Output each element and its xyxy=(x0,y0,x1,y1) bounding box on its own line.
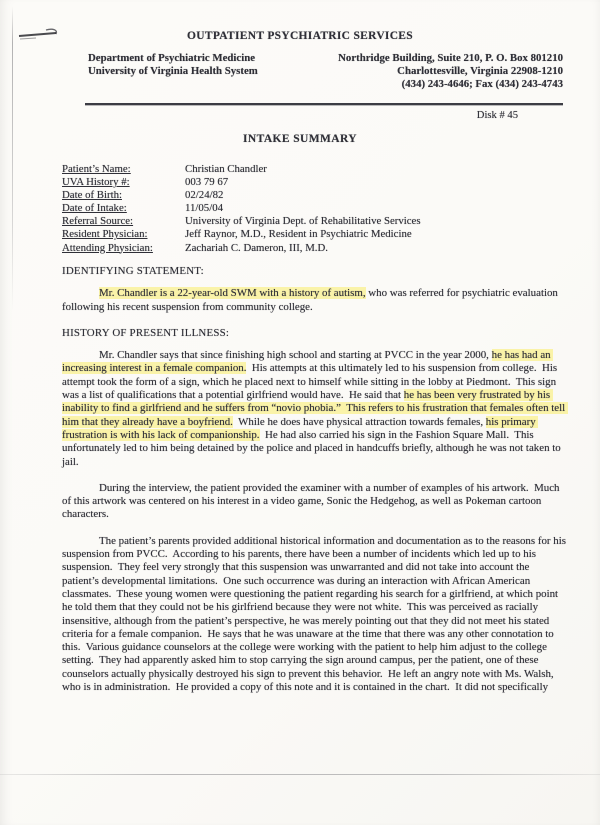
text-run: While he does have physical attraction towards females, xyxy=(232,415,486,428)
highlighted-text: his primary frustration is with his lack of companionship. xyxy=(62,415,539,441)
info-row-attending-physician xyxy=(62,242,568,255)
letterhead xyxy=(88,52,563,91)
info-value: Zachariah C. Dameron, III, M.D. xyxy=(185,241,329,254)
info-label: Referral Source: xyxy=(62,215,134,228)
highlighted-text: he has been very frustrated by his inability to find a girlfriend and he suffers from “novio phobia.” This refers to his frustration that females often tell him that they already have a boyfriend. xyxy=(62,389,568,428)
section-heading: HISTORY OF PRESENT ILLNESS: xyxy=(62,326,230,339)
info-value: 11/05/04 xyxy=(185,202,223,215)
scan-edge-line xyxy=(12,6,13,311)
info-value: Jeff Raynor, M.D., Resident in Psychiatric Medicine xyxy=(185,228,412,241)
highlighted-text: he has had an increasing interest in a female companion. xyxy=(62,349,554,375)
scan-fold-line xyxy=(0,774,600,775)
section-identifying-statement xyxy=(62,265,568,314)
address-line: Northridge Building, Suite 210, P. O. Box 801210 xyxy=(338,52,563,64)
info-value: 02/24/82 xyxy=(185,189,224,202)
info-label: Resident Physician: xyxy=(62,228,148,241)
paragraph xyxy=(62,535,568,695)
address-line: (434) 243-4646; Fax (434) 243-4743 xyxy=(401,78,563,90)
section-heading: IDENTIFYING STATEMENT: xyxy=(62,265,204,277)
header-divider-rule xyxy=(85,103,563,105)
address-line: Charlottesville, Virginia 22908-1210 xyxy=(397,65,563,77)
info-row-uva-history xyxy=(62,176,568,189)
info-row-date-of-birth xyxy=(62,189,568,202)
info-value: Christian Chandler xyxy=(185,163,267,175)
text-run: Mr. Chandler says that since finishing high school and starting at PVCC in the year 2000, xyxy=(99,349,492,362)
info-row-patient-name xyxy=(62,163,568,176)
paragraph xyxy=(62,349,568,469)
document-title: INTAKE SUMMARY xyxy=(243,133,357,145)
info-label: Date of Intake: xyxy=(62,202,127,215)
document-body xyxy=(62,265,568,707)
text-run: The patient’s parents provided additional historical information and documentation as to the reasons for his suspension from PVCC. According to his parents, there have been a number of incidents which led up to his suspension. They feel very strongly that this suspension was unwarranted and did not take into account the patient’s developmental limitations. One such occurrence was during an interaction with African American classmates. These young women were questioning the patient regarding his search for a girlfriend, at which point he told them that they could not be his girlfriend because they were not white. This was perceived as racially insensitive, although from the patient’s perspective, he was merely pointing out that they did not meet his stated criteria for a female companion. He says that he was unaware at the time that there was any other connotation to this. Various guidance counselors at the college were working with the patient to help him adjust to the college setting. They had apparently asked him to stop carrying the sign around campus, per the patient, one of these counselors actually physically destroyed his sign to prevent this behavior. He left an angry note with Ms. Walsh, who is in administration. He provided a copy of this note and it is contained in the chart. It did not specifically xyxy=(62,534,569,694)
info-value: 003 79 67 xyxy=(185,176,229,189)
highlighted-text: Mr. Chandler is a 22-year-old SWM with a history of autism, xyxy=(99,287,366,300)
text-run: He had also carried his sign in the Fashion Square Mall. This unfortunately led to him being detained by the police and placed in handcuffs briefly, although he was not taken to jail. xyxy=(62,428,564,468)
info-value: University of Virginia Dept. of Rehabilitative Services xyxy=(185,215,421,228)
info-label: UVA History #: xyxy=(62,176,130,189)
info-row-resident-physician xyxy=(62,228,568,241)
text-run: During the interview, the patient provided the examiner with a number of examples of his artwork. Much of this artwork was centered on his interest in a video game, Sonic the Hedgehog, as well as Pokeman cartoon characters. xyxy=(62,481,563,521)
disk-number-label: Disk # 45 xyxy=(476,110,518,121)
department-line: University of Virginia Health System xyxy=(88,65,258,77)
clinic-title: OUTPATIENT PSYCHIATRIC SERVICES xyxy=(187,30,413,42)
address-block xyxy=(338,52,563,91)
info-row-referral-source xyxy=(62,215,568,228)
paragraph xyxy=(62,287,568,314)
section-history-of-present-illness xyxy=(62,327,568,694)
patient-info-table xyxy=(62,163,568,255)
text-run: His attempts at this ultimately led to his suspension from college. His attempt took the form of a sign, which he placed next to himself while sitting in the lobby at Piedmont. This sign was a list of qualifications that a potential girlfriend would have. He said that xyxy=(62,362,560,402)
info-label: Patient’s Name: xyxy=(62,163,131,175)
department-block xyxy=(88,52,258,91)
info-label: Attending Physician: xyxy=(62,241,153,254)
text-run: who was referred for psychiatric evaluation following his recent suspension from community college. xyxy=(62,287,561,313)
paragraph xyxy=(62,482,568,522)
info-label: Date of Birth: xyxy=(62,189,122,202)
info-row-date-of-intake xyxy=(62,202,568,215)
department-line: Department of Psychiatric Medicine xyxy=(88,52,256,64)
